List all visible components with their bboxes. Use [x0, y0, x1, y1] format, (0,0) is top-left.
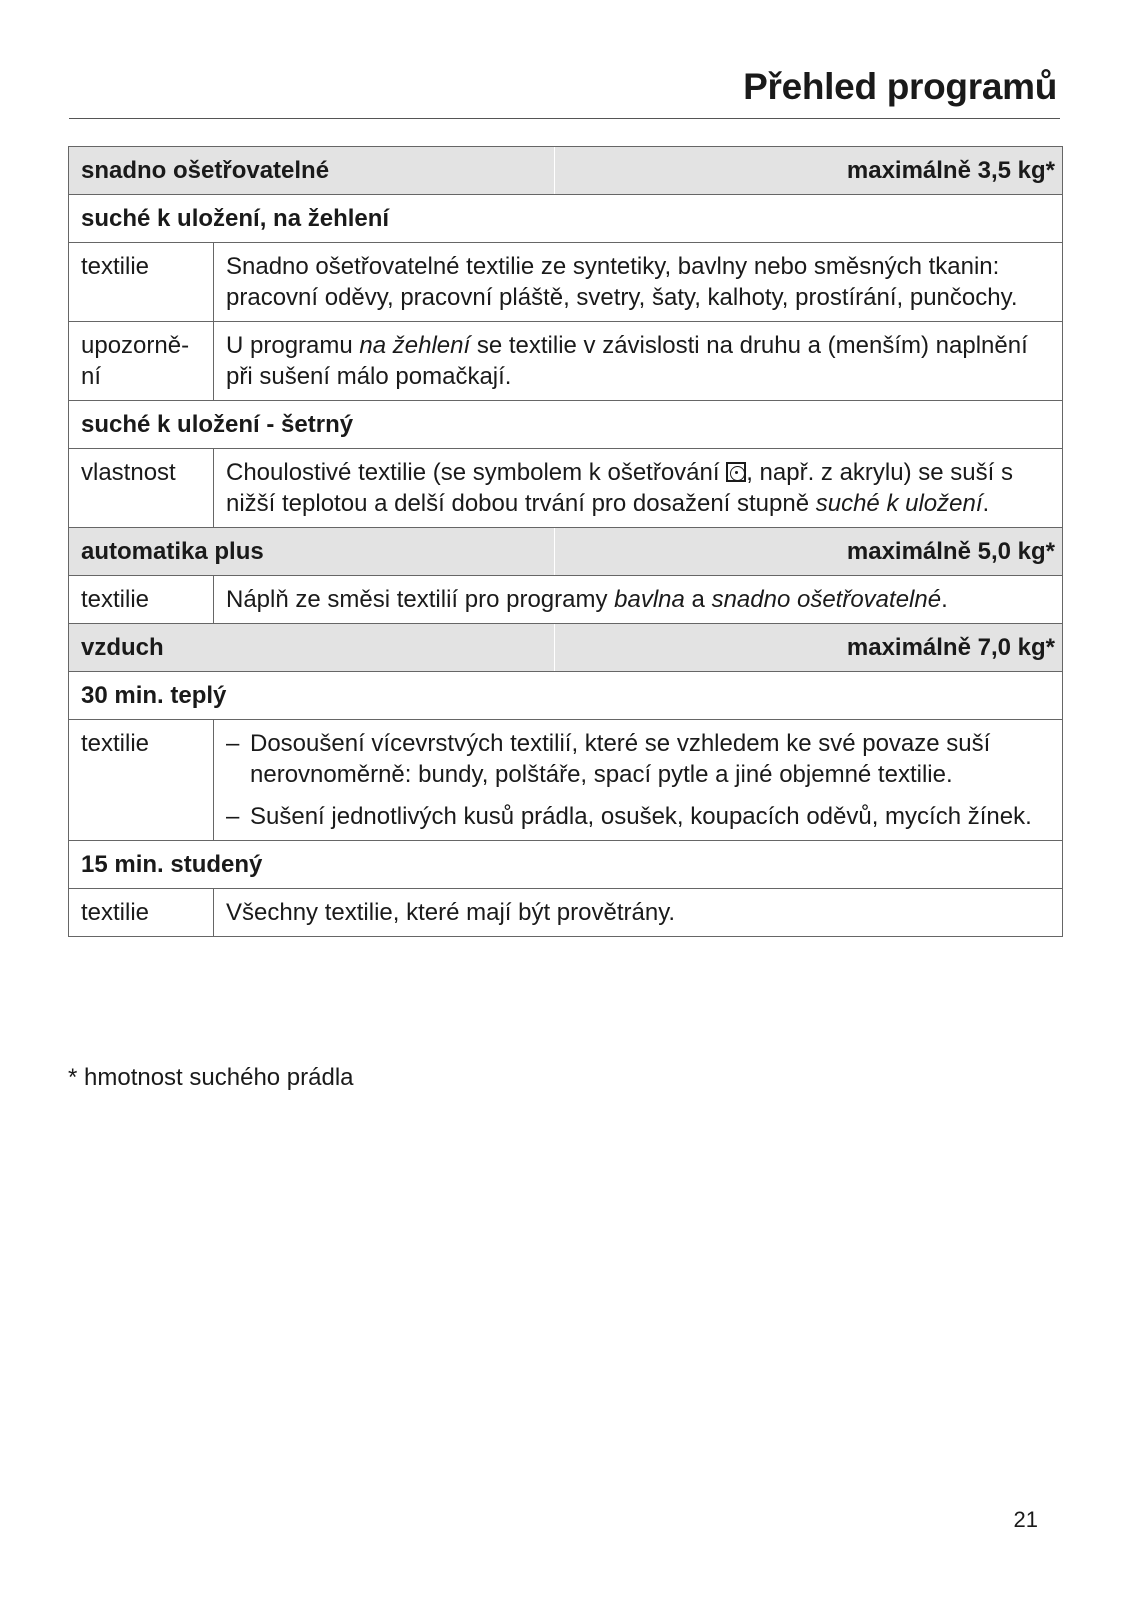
dash-bullet: –	[226, 730, 240, 757]
table-row	[69, 720, 1063, 841]
subprogram-header-gentle	[69, 401, 1063, 449]
program-header-air	[69, 624, 1063, 672]
program-reference: na žehlení	[359, 332, 471, 359]
dash-bullet: –	[226, 803, 240, 830]
list-item-text: Sušení jednotlivých kusů prádla, osušek, koupacích oděvů, mycích žínek.	[250, 803, 1032, 830]
title-divider	[69, 118, 1060, 119]
subprogram-title: 15 min. studený	[69, 841, 1063, 889]
footnote: * hmotnost suchého prádla	[68, 1064, 354, 1091]
row-label: textilie	[69, 720, 214, 841]
row-label: textilie	[69, 576, 214, 624]
row-label: textilie	[69, 889, 214, 937]
program-name: automatika plus	[69, 528, 555, 576]
tumble-dry-low-heat-icon	[726, 462, 746, 482]
list-item-text: Dosoušení vícevrstvých textilií, které se vzhledem ke své povaze suší nerovnoměrně: bundy, polštáře, spací pytle a jiné objemné textilie.	[250, 730, 991, 788]
page-number: 21	[1013, 1507, 1038, 1532]
subprogram-title: suché k uložení, na žehlení	[69, 195, 1063, 243]
program-reference: suché k uložení	[815, 490, 983, 517]
subprogram-header-warm	[69, 672, 1063, 720]
text-part: Náplň ze směsi textilií pro programy	[226, 586, 615, 613]
page-title: Přehled programů	[743, 66, 1057, 107]
text-part: Choulostivé textilie (se symbolem k ošetřování	[226, 459, 727, 486]
text-part: .	[982, 490, 990, 517]
row-label-part: ní	[81, 363, 102, 390]
subprogram-header-ironing	[69, 195, 1063, 243]
program-reference: bavlna	[614, 586, 685, 613]
subprogram-title: suché k uložení - šetrný	[69, 401, 1063, 449]
program-header-easycare	[69, 147, 1063, 195]
row-label: vlastnost	[69, 449, 214, 528]
program-name: snadno ošetřovatelné	[69, 147, 555, 195]
table-row	[69, 576, 1063, 624]
row-label-part: upozorně-	[81, 332, 190, 359]
program-name: vzduch	[69, 624, 555, 672]
program-max-load: maximálně 5,0 kg*	[555, 528, 1063, 576]
row-text	[214, 322, 1063, 401]
row-label: textilie	[69, 243, 214, 322]
row-text	[214, 720, 1063, 841]
subprogram-title: 30 min. teplý	[69, 672, 1063, 720]
subprogram-header-cold	[69, 841, 1063, 889]
text-part: U programu	[226, 332, 360, 359]
list-item	[226, 728, 1050, 790]
program-header-automatic	[69, 528, 1063, 576]
list-item	[226, 801, 1050, 832]
text-part: .	[941, 586, 948, 613]
row-label	[69, 322, 214, 401]
text-part: a	[684, 586, 712, 613]
table-row	[69, 449, 1063, 528]
row-text	[214, 576, 1063, 624]
program-max-load: maximálně 3,5 kg*	[555, 147, 1063, 195]
program-reference: snadno ošetřovatelné	[711, 586, 942, 613]
text-part: , např. z akrylu) se suší s nižší teplotou a delší dobou trvání pro dosažení stupně	[226, 459, 1013, 517]
program-max-load: maximálně 7,0 kg*	[555, 624, 1063, 672]
row-text: Snadno ošetřovatelné textilie ze syntetiky, bavlny nebo směsných tkanin: pracovní oděvy, pracovní pláště, svetry, šaty, kalhoty, prostírání, punčochy.	[214, 243, 1063, 322]
row-text	[214, 449, 1063, 528]
table-row	[69, 322, 1063, 401]
table-row	[69, 243, 1063, 322]
text-part: se textilie v závislosti na druhu a (menším) naplnění při sušení málo pomačkají.	[226, 332, 1028, 390]
program-overview-table	[68, 146, 1063, 937]
table-row	[69, 889, 1063, 937]
row-text: Všechny textilie, které mají být provětrány.	[214, 889, 1063, 937]
